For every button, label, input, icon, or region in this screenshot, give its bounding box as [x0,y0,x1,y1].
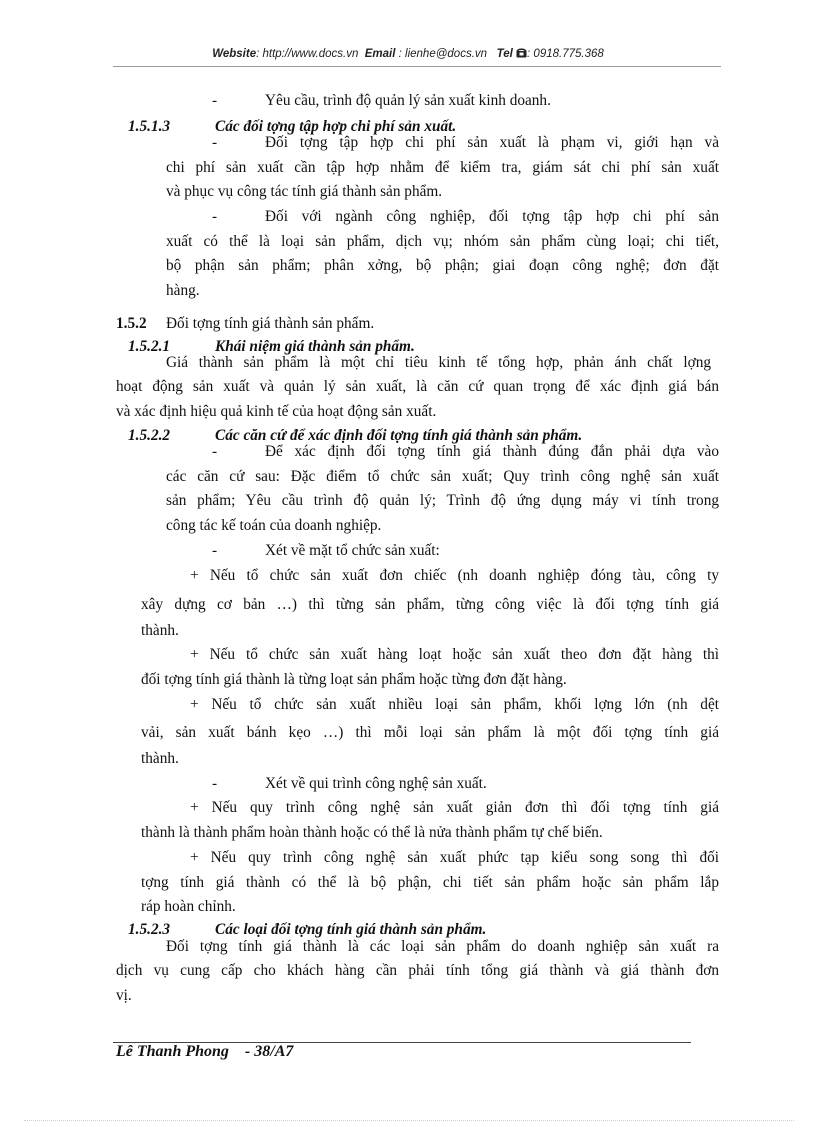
body-line: công tác kế toán của doanh nghiệp. [166,517,382,534]
body-line: xuất có thể là loại sản phẩm, dịch vụ; nhóm sản phẩm cùng loại; chi tiết, [166,233,719,250]
bullet-dash: - [212,542,218,559]
body-line: + Nếu quy trình công nghệ sản xuất phức tạp kiểu song song thì đối [190,849,719,866]
section-heading: Các căn cứ để xác định đối tợng tính giá thành sản phẩm. [215,427,583,444]
body-line: vải, sản xuất bánh kẹo …) thì mỗi loại sản phẩm là một đối tợng tính giá [141,724,719,741]
body-line: Giá thành sản phẩm là một chỉ tiêu kinh tế tổng hợp, phản ánh chất lợng [166,354,711,371]
section-heading: Khái niệm giá thành sản phẩm. [215,338,415,355]
section-heading: Các đối tợng tập hợp chi phí sản xuất. [215,118,457,135]
body-line: xây dựng cơ bản …) thì từng sản phẩm, từng công việc là đối tợng tính giá [141,596,719,613]
body-line: thành là thành phẩm hoàn thành hoặc có thể là nửa thành phẩm tự chế biến. [141,824,603,841]
section-number: 1.5.2.2 [128,427,171,444]
body-line: thành. [141,622,179,639]
body-line: Đối tợng tập hợp chi phí sản xuất là phạm vi, giới hạn và [265,134,719,151]
body-line: Xét về qui trình công nghệ sản xuất. [265,775,487,792]
bullet-dash: - [212,208,218,225]
section-heading: Các loại đối tợng tính giá thành sản phẩm. [215,921,487,938]
phone-icon [516,48,527,61]
body-line: các căn cứ sau: Đặc điểm tổ chức sản xuất; Quy trình công nghệ sản xuất [166,468,719,485]
tel-value: : 0918.775.368 [527,48,604,60]
body-line: bộ phận sản phẩm; phân xởng, bộ phận; giai đoạn công nghệ; đơn đặt [166,257,719,274]
body-line: và xác định hiệu quả kinh tế của hoạt động sản xuất. [116,403,437,420]
section-number: 1.5.1.3 [128,118,171,135]
body-line: hàng. [166,282,200,299]
website-label: Website [212,48,257,60]
footer-author: Lê Thanh Phong [116,1043,229,1060]
body-line: Đối tợng tính giá thành là các loại sản phẩm do doanh nghiệp sản xuất ra [166,938,719,955]
body-line: Xét về mặt tổ chức sản xuất: [265,542,440,559]
section-heading: Đối tợng tính giá thành sản phẩm. [166,315,375,332]
page-header [0,48,816,61]
body-line: vị. [116,987,132,1004]
body-line: hoạt động sản xuất và quản lý sản xuất, là căn cứ quan trọng để xác định giá bán [116,378,719,395]
body-line: Yêu cầu, trình độ quản lý sản xuất kinh doanh. [265,92,551,109]
bullet-dash: - [212,134,218,151]
website-value: : http://www.docs.vn [256,48,359,60]
body-line: thành. [141,750,179,767]
body-line: Đối với ngành công nghiệp, đối tợng tập hợp chi phí sản [265,208,719,225]
bullet-dash: - [212,92,218,109]
bullet-dash: - [212,775,218,792]
body-line: + Nếu tổ chức sản xuất đơn chiếc (nh doanh nghiệp đóng tàu, công ty [190,567,719,584]
section-number: 1.5.2.3 [128,921,171,938]
footer-page: - 38/A7 [244,1043,294,1060]
body-line: sản phẩm; Yêu cầu trình độ quản lý; Trình độ ứng dụng máy vi tính trong [166,492,719,509]
body-line: + Nếu quy trình công nghệ sản xuất giản đơn thì đối tợng tính giá [190,799,719,816]
body-line: ráp hoàn chỉnh. [141,898,236,915]
body-line: Để xác định đối tợng tính giá thành đúng đắn phải dựa vào [265,443,719,460]
body-line: + Nếu tổ chức sản xuất nhiều loại sản phẩm, khối lợng lớn (nh dệt [190,696,719,713]
email-label: Email [364,48,396,60]
section-number: 1.5.2.1 [128,338,171,355]
page-edge-divider [24,1120,794,1121]
bullet-dash: - [212,443,218,460]
page-footer [116,1043,293,1061]
body-line: đối tợng tính giá thành là từng loạt sản phẩm hoặc từng đơn đặt hàng. [141,671,567,688]
header-rule [113,66,721,67]
body-line: dịch vụ cung cấp cho khách hàng cần phải tính tổng giá thành và giá thành đơn [116,962,719,979]
body-line: + Nếu tổ chức sản xuất hàng loạt hoặc sản xuất theo đơn đặt hàng thì [190,646,719,663]
tel-label: Tel [496,48,513,60]
body-line: chi phí sản xuất cần tập hợp nhằm để kiểm tra, giám sát chi phí sản xuất [166,159,719,176]
section-number: 1.5.2 [116,315,147,332]
body-line: tợng tính giá thành có thể là bộ phận, chi tiết sản phẩm hoặc sản phẩm lắp [141,874,719,891]
body-line: và phục vụ công tác tính giá thành sản phẩm. [166,183,443,200]
email-value: : lienhe@docs.vn [398,48,488,60]
